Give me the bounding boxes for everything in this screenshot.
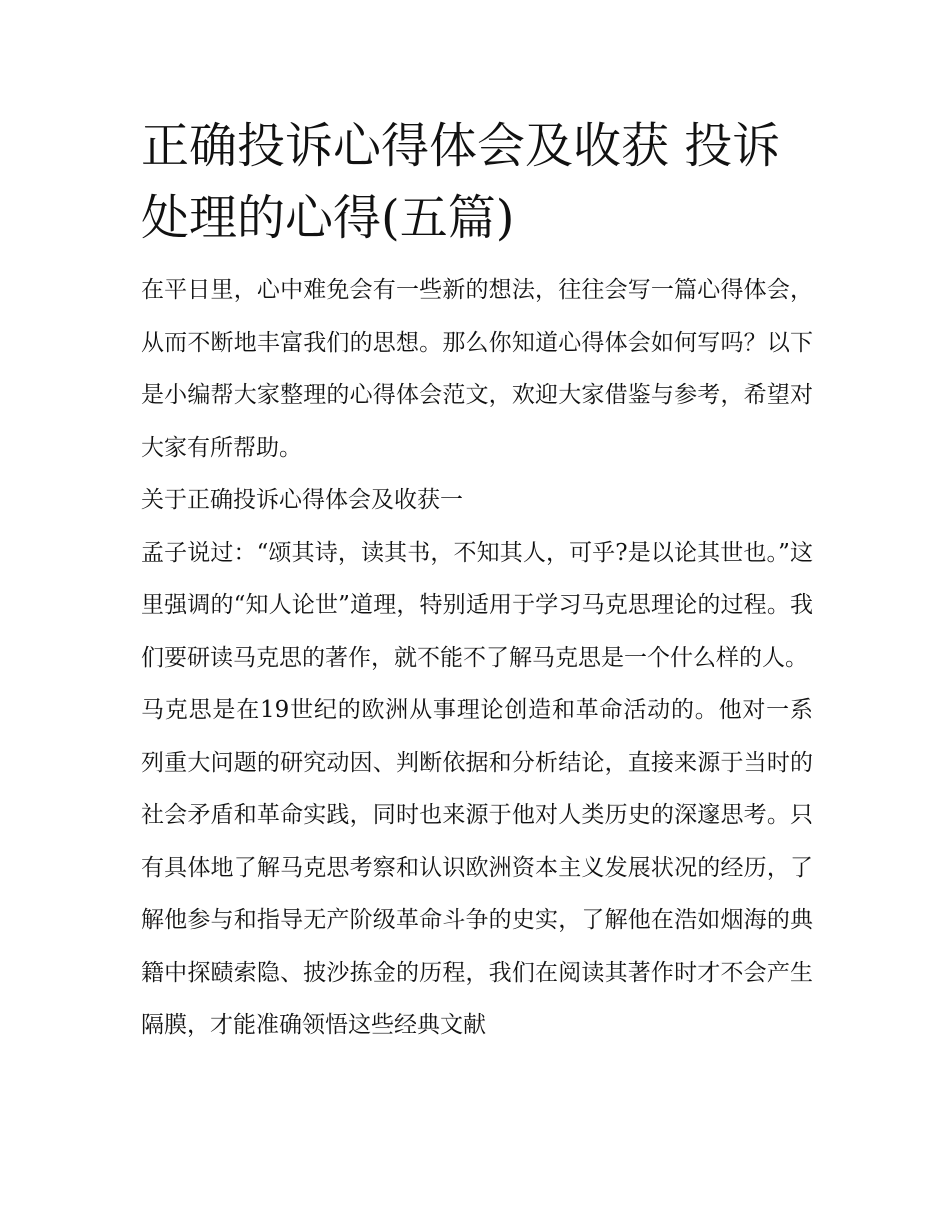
document-title: 正确投诉心得体会及收获 投诉处理的心得(五篇) [141,118,781,246]
section-heading: 关于正确投诉心得体会及收获一 [141,487,463,513]
document-page [141,110,813,1052]
body-paragraph: 马克思是在19世纪的欧洲从事理论创造和革命活动的。他对一系列重大问题的研究动因、判断依据和分析结论，直接来源于当时的社会矛盾和革命实践，同时也来源于他对人类历史的深邃思考。只有具体地了解马克思考察和认识欧洲资本主义发展状况的经历，了解他参与和指导无产阶级革命斗争的史实，了解他在浩如烟海的典籍中探赜索隐、披沙拣金的历程，我们在阅读其著作时才不会产生隔膜，才能准确领悟这些经典文献 [141,697,813,1038]
body-paragraph: 孟子说过：“颂其诗，读其书，不知其人，可乎?是以论其世也。”这里强调的“知人论世”道理，特别适用于学习马克思理论的过程。我们要研读马克思的著作，就不能不了解马克思是一个什么样的人。 [141,539,813,671]
intro-paragraph: 在平日里，心中难免会有一些新的想法，往往会写一篇心得体会，从而不断地丰富我们的思想。那么你知道心得体会如何写吗？以下是小编帮大家整理的心得体会范文，欢迎大家借鉴与参考，希望对大家有所帮助。 [141,277,813,461]
